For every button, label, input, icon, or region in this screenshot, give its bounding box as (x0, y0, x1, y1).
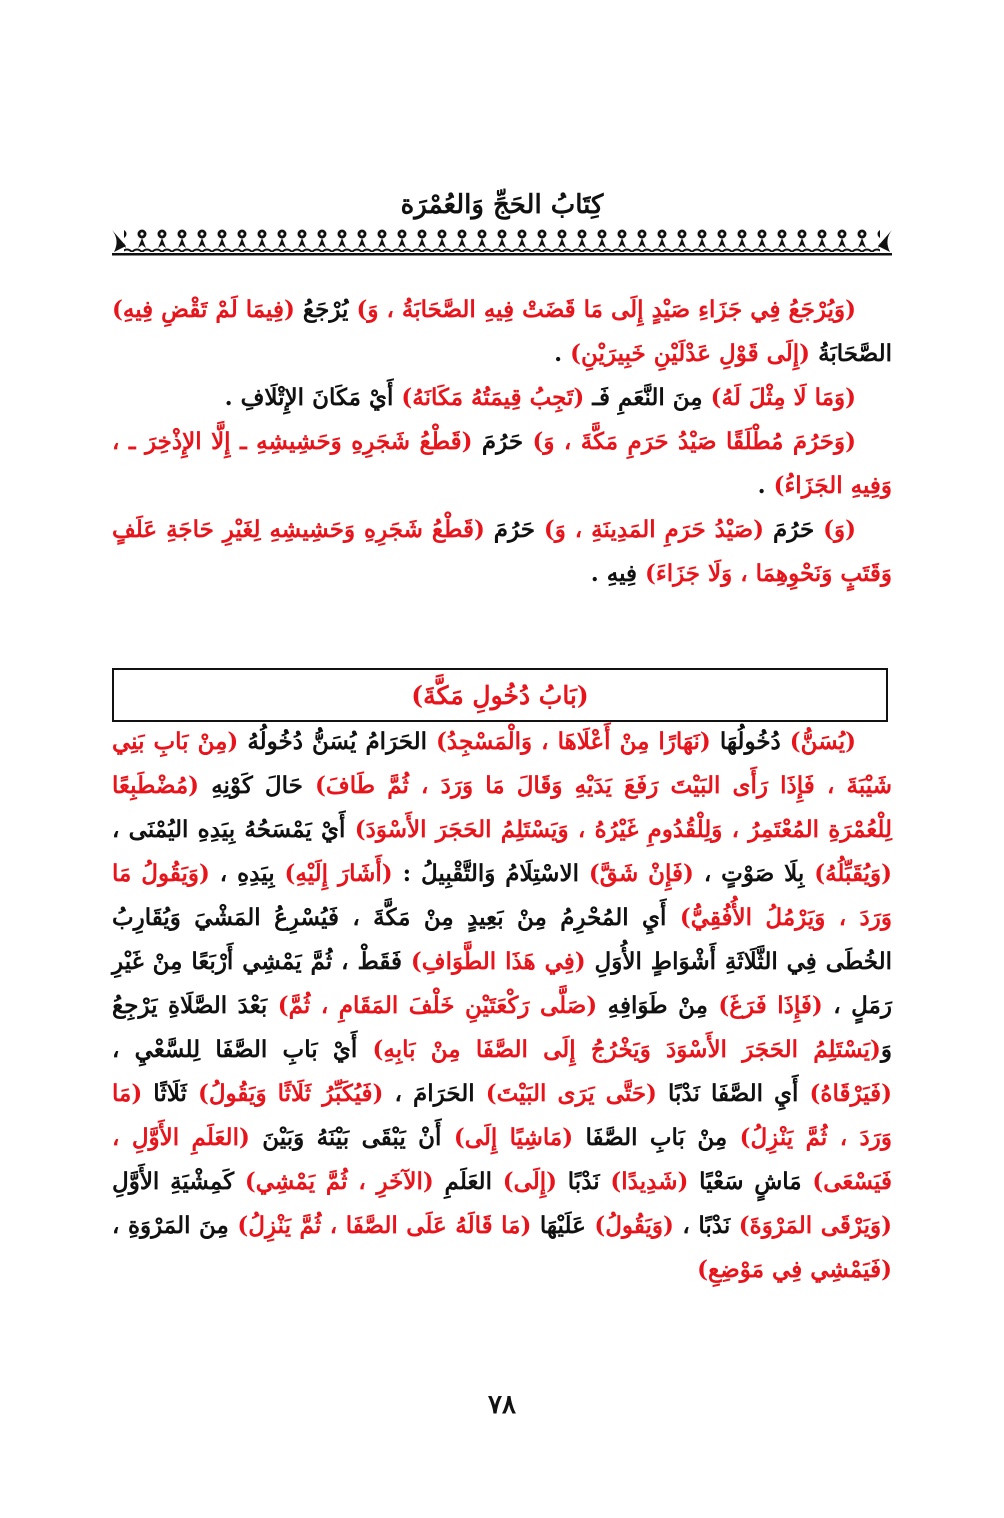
sharh-text: أَيْ يَمْسَحُهُ بِيَدِهِ اليُمْنَى ، (112, 816, 355, 843)
paragraph (112, 288, 892, 376)
matn-text: (أَشَارَ إِلَيْهِ) (284, 860, 393, 887)
matn-text: (حَتَّى يَرَى البَيْتَ) (485, 1080, 657, 1107)
matn-text: (وَيُقَبِّلُهُ) (814, 860, 892, 887)
matn-text: (مُضْطَبِعًا لِلْعُمْرَةِ المُعْتَمِرُ ، وَلِلْقُدُومِ غَيْرُهُ ، وَيَسْتَلِمُ الحَجَرَ الأَسْوَدَ) (112, 772, 893, 843)
sharh-text: أَيْ بَابِ الصَّفَا لِلسَّعْيِ ، (112, 1036, 373, 1063)
paragraph (112, 508, 892, 596)
matn-text: (مِنْ بَابِ بَنِي شَيْبَةَ ، فَإِذَا رَأَى البَيْتَ رَفَعَ يَدَيْهِ وَقَالَ مَا وَرَدَ ، ثُمَّ طَافَ) (112, 728, 892, 799)
sharh-text: مِنْ طَوَافِهِ (597, 992, 719, 1019)
sharh-text: الحَرَامَ ، (383, 1080, 486, 1107)
sharh-text: أَيْ مَكَانَ الإِتْلَافِ . (224, 384, 402, 411)
matn-text: (وَيُرْجَعُ فِي جَزَاءِ صَيْدٍ إِلَى مَا قَضَتْ فِيهِ الصَّحَابَةُ ، وَ) (356, 296, 857, 323)
matn-text: (نَهَارًا مِنْ أَعْلَاهَا ، وَالْمَسْجِدُ) (436, 728, 711, 755)
sharh-text: حَرُمَ (472, 428, 533, 455)
chapter-title: (بَابُ دُخُولِ مَكَّةَ) (411, 680, 589, 710)
matn-text: (مَا قَالَهُ عَلَى الصَّفَا ، ثُمَّ يَنْزِلُ) (237, 1212, 532, 1239)
matn-text: (فَإِذَا فَرَغَ) (718, 992, 823, 1019)
sharh-text: حَرُمَ (764, 516, 824, 543)
matn-text: (العَلَمِ الأَوَّلِ ، فَيَسْعَى) (112, 1124, 892, 1195)
sharh-text: مِنَ المَرْوَةِ ، (112, 1212, 238, 1239)
sharh-text: الحَرَامُ يُسَنُّ دُخُولُهُ (238, 728, 437, 755)
paragraph (112, 376, 892, 420)
sharh-text: الصَّحَابَةُ (810, 340, 892, 367)
matn-text: (قَطْعُ شَجَرِهِ وَحَشِيشِهِ لِغَيْرِ حَاجَةِ عَلَفٍ وَقَتَبٍ وَنَحْوِهِمَا ، وَلَا جَزَاءَ) (112, 516, 892, 587)
running-title: كِتَابُ الحَجِّ وَالعُمْرَة (400, 190, 604, 220)
matn-text: (الآخَرِ ، ثُمَّ يَمْشِي) (244, 1168, 434, 1195)
sharh-text: مِنَ النَّعَمِ فَـ (584, 384, 711, 411)
section-1-text (112, 288, 892, 596)
sharh-text: حَالَ كَوْنِهِ (199, 772, 316, 799)
matn-text: (وَ) (823, 516, 856, 543)
matn-text: (مَاشِيًا إِلَى) (453, 1124, 574, 1151)
sharh-text: أَنْ يَبْقَى بَيْنَهُ وَبَيْنَ (249, 1124, 454, 1151)
matn-text: (فَإِنْ شَقَّ) (588, 860, 694, 887)
sharh-text: العَلَمِ (433, 1168, 503, 1195)
matn-text: (وَمَا لَا مِثْلَ لَهُ) (710, 384, 856, 411)
matn-text: (فَيَرْقَاهُ) (809, 1080, 892, 1107)
sharh-text: أَيِ الصَّفَا نَدْبًا (656, 1080, 810, 1107)
sharh-text: ثَلَاثًا (142, 1080, 198, 1107)
sharh-text: كَمِشْيَةِ الأَوَّلِ (112, 1168, 245, 1195)
sharh-text: يُرْجَعُ (294, 296, 357, 323)
sharh-text: فِيهِ . (590, 560, 646, 587)
sharh-text: نَدْبًا (557, 1168, 611, 1195)
sharh-text: حَرُمَ (484, 516, 544, 543)
ornamental-border-icon (112, 226, 892, 256)
matn-text: (قَطْعُ شَجَرِهِ وَحَشِيشِهِ ـ إِلَّا الإِذْخِرَ ـ ، وَفِيهِ الجَزَاءُ) (112, 428, 892, 499)
matn-text: (وَيَرْقَى المَرْوَةَ) (738, 1212, 892, 1239)
matn-text: (إِلَى) (502, 1168, 558, 1195)
matn-text: (يَسْتَلِمُ الحَجَرَ الأَسْوَدَ وَيَخْرُجُ إِلَى الصَّفَا مِنْ بَابِهِ) (372, 1036, 881, 1063)
sharh-text: مَاشٍ سَعْيًا (688, 1168, 813, 1195)
matn-text: (فِيمَا لَمْ تَقْضِ فِيهِ) (112, 296, 295, 323)
matn-text: (فِي هَذَا الطَّوَافِ) (410, 948, 586, 975)
matn-text: (وَيَقُولُ) (594, 1212, 674, 1239)
matn-text: (صَلَّى رَكْعَتَيْنِ خَلْفَ المَقَامِ ، ثُمَّ) (277, 992, 598, 1019)
sharh-text: دُخُولُهَا (710, 728, 790, 755)
matn-text: (يُسَنُّ) (789, 728, 856, 755)
section-2-text (112, 720, 892, 1292)
page-number: ٧٨ (488, 1390, 516, 1420)
matn-text: (فَيُكَبِّرُ ثَلَاثًا وَيَقُولُ) (197, 1080, 384, 1107)
matn-text: (فَيَمْشِي فِي مَوْضِعِ) (697, 1256, 892, 1283)
paragraph (112, 720, 892, 1292)
sharh-text: فَقَطْ ، ثُمَّ يَمْشِي أَرْبَعًا مِنْ غَيْرِ رَمَلٍ ، (112, 948, 892, 1019)
sharh-text: الاسْتِلَامُ وَالتَّقْبِيلُ : (392, 860, 589, 887)
sharh-text: أَيِ المُحْرِمُ مِنْ بَعِيدٍ مِنْ مَكَّةَ ، فَيُسْرِعُ المَشْيَ وَيُقَارِبُ الخُطَى فِي الثَّلَاثَةِ أَشْوَاطٍ الأُوَلِ (112, 904, 892, 975)
matn-text: (مَا وَرَدَ ، ثُمَّ يَنْزِلُ) (112, 1080, 892, 1151)
matn-text: (إِلَى قَوْلِ عَدْلَيْنِ خَبِيرَيْنِ) (570, 340, 811, 367)
matn-text: (وَيَقُولُ مَا وَرَدَ ، وَيَرْمُلُ الأُفُقِيُّ) (112, 860, 892, 931)
chapter-heading-box (112, 668, 888, 722)
sharh-text: . (757, 472, 774, 499)
matn-text: (وَحَرُمَ مُطْلَقًا صَيْدُ حَرَمِ مَكَّةَ ، وَ) (532, 428, 856, 455)
matn-text: (صَيْدُ حَرَمِ المَدِينَةِ ، وَ) (543, 516, 765, 543)
matn-text: (شَدِيدًا) (610, 1168, 689, 1195)
sharh-text: عَلَيْهَا (531, 1212, 595, 1239)
matn-text: (تَجِبُ قِيمَتُهُ مَكَانَهُ) (401, 384, 585, 411)
sharh-text: . (554, 340, 571, 367)
sharh-text: بَعْدَ الصَّلَاةِ يَرْجِعُ وَ (112, 992, 892, 1063)
sharh-text: نَدْبًا ، (673, 1212, 739, 1239)
paragraph (112, 420, 892, 508)
sharh-text: مِنْ بَابِ الصَّفَا (573, 1124, 740, 1151)
sharh-text: بِلَا صَوْتٍ ، (693, 860, 815, 887)
sharh-text: بِيَدِهِ ، (209, 860, 285, 887)
